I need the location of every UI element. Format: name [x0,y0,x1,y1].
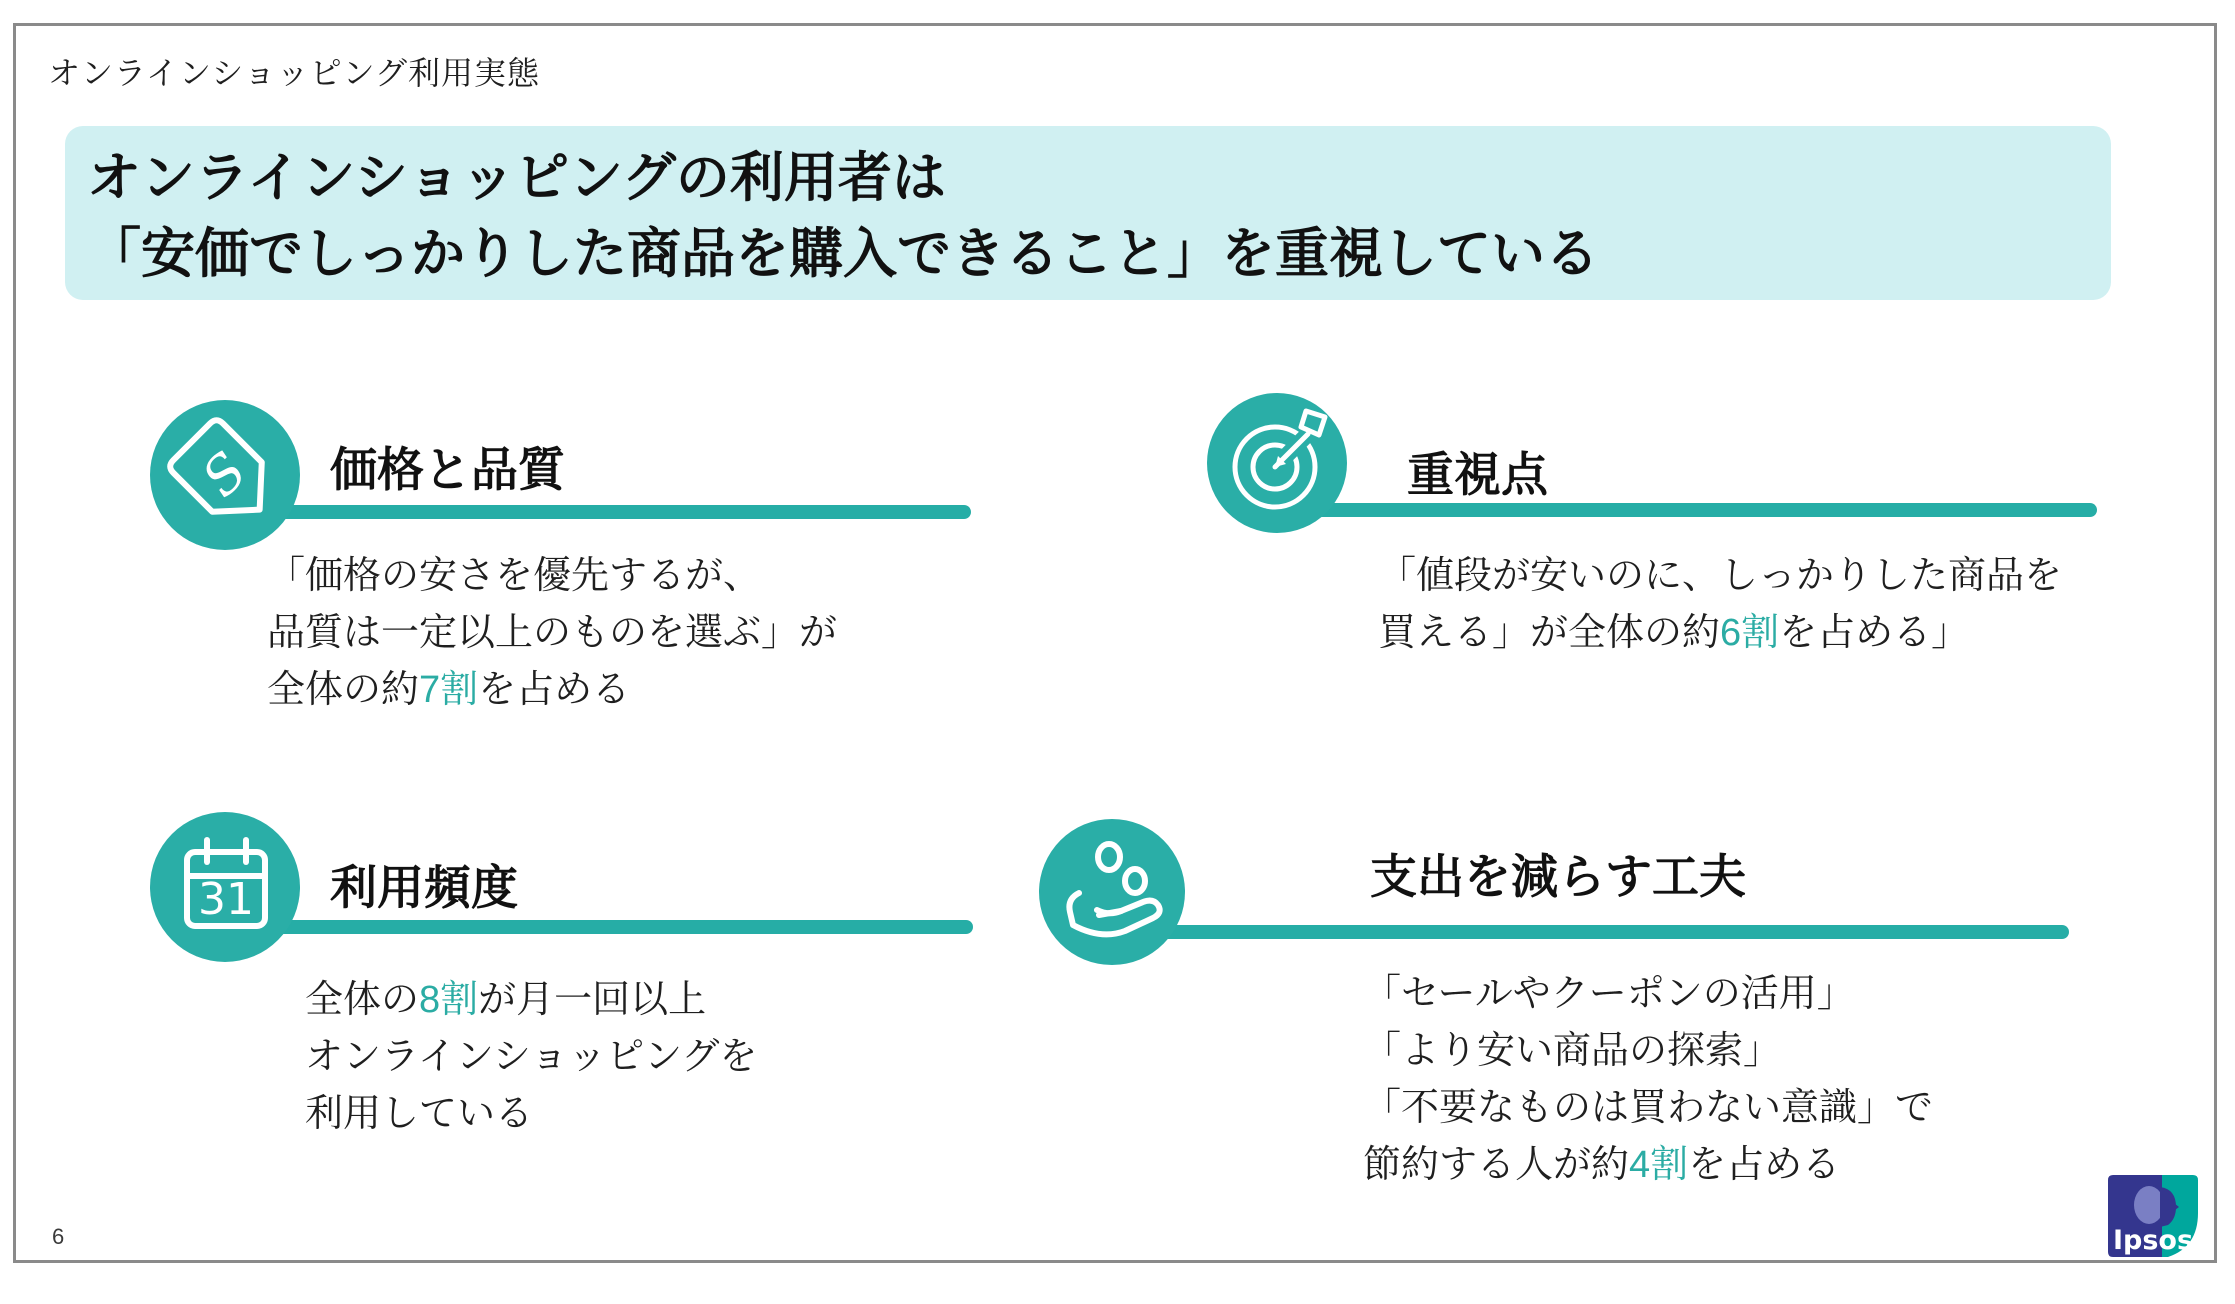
body-line: オンラインショッピングを [305,1036,758,1078]
slide-frame [13,23,2217,1263]
logo-face-light [2134,1186,2164,1224]
card-price-quality-body [267,548,837,719]
highlight-value: 8割 [419,979,479,1021]
card-saving-body [1363,966,1933,1194]
highlight-value: 7割 [419,669,479,711]
body-line: 利用している [305,1093,534,1135]
card-price-quality-underline [225,505,971,519]
target-icon [1207,393,1347,533]
price-tag-icon [150,400,300,550]
body-line: 全体の約7割を占める [267,669,631,711]
body-line: 「不要なものは買わない意識」で [1363,1087,1934,1129]
body-line: 「値段が安いのに、しっかりした商品を [1378,555,2063,597]
card-frequency-body [305,972,757,1143]
card-frequency-underline [225,920,973,934]
card-emphasis-body [1378,548,2062,662]
card-emphasis-underline [1277,503,2097,517]
price-tag-letter: S [191,441,259,509]
highlight-value: 4割 [1629,1144,1689,1186]
body-line: 全体の8割が月一回以上 [305,979,707,1021]
calendar-icon [150,812,300,962]
title-box [65,126,2111,300]
highlight-value: 6割 [1720,612,1780,654]
body-line: 品質は一定以上のものを選ぶ」が [267,612,838,654]
card-frequency-heading: 利用頻度 [330,861,518,914]
card-saving-underline [1112,925,2069,939]
body-line: 買える」が全体の約6割を占める」 [1378,612,1970,654]
ipsos-logo [2108,1175,2198,1257]
card-price-quality-heading: 価格と品質 [330,443,565,496]
body-line: 「価格の安さを優先するが、 [267,555,762,597]
hand-coins-icon [1039,819,1185,965]
slide-kicker: オンラインショッピング利用実態 [48,55,540,91]
body-line: 節約する人が約4割を占める [1363,1144,1841,1186]
title-line-1: オンラインショッピングの利用者は [87,148,946,208]
title-line-2: 「安価でしっかりした商品を購入できること」を重視している [87,224,1599,284]
page-number: 6 [52,1224,65,1249]
calendar-day-number: 31 [198,874,254,925]
card-emphasis-heading: 重視点 [1407,448,1548,501]
body-line: 「より安い商品の探索」 [1363,1030,1782,1072]
card-saving-heading: 支出を減らす工夫 [1370,850,1746,903]
body-line: 「セールやクーポンの活用」 [1363,973,1855,1015]
logo-wordmark: Ipsos [2112,1225,2194,1256]
